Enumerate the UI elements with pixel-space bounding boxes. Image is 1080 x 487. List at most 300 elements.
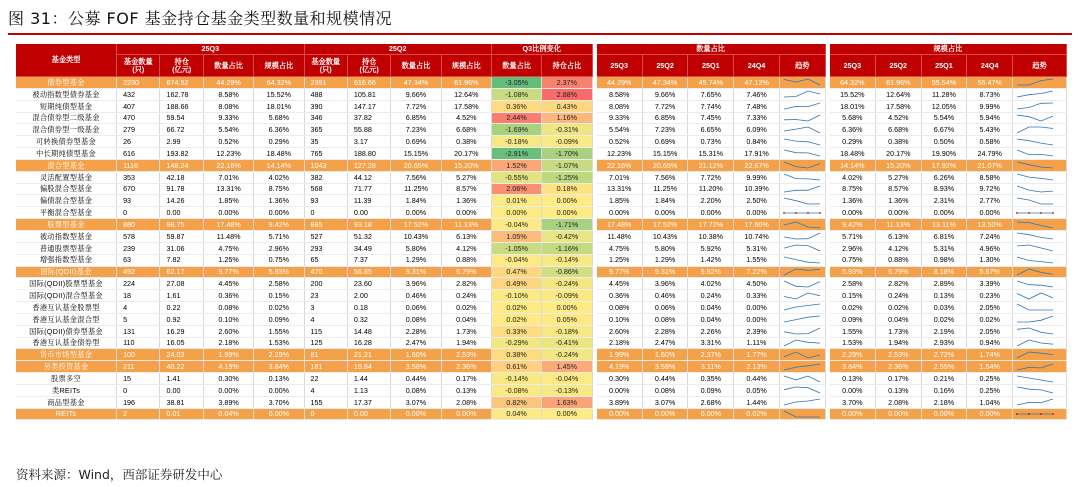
count-ratio-trend (779, 136, 825, 148)
q3-value: 8.08% (203, 100, 253, 112)
scale-ratio-trend-line (1017, 174, 1053, 180)
scale-ratio-value: 5.67% (967, 266, 1013, 278)
q3-value: 1.53% (254, 337, 304, 349)
q2-value: 4.52% (441, 112, 491, 124)
fund-type-name: 商品型基金 (16, 396, 117, 408)
q3-value: 1.99% (203, 349, 253, 361)
q3-value: 0.01 (160, 408, 203, 420)
scale-ratio-trend-line (1017, 269, 1053, 275)
scale-ratio-trend (1013, 325, 1067, 337)
scale-ratio-trend-point (1040, 212, 1042, 214)
q3-value: 0.00% (203, 207, 253, 219)
count-ratio-change: -0.10% (491, 290, 541, 302)
q2-value: 0.24% (441, 290, 491, 302)
q2-value: 2.47% (391, 337, 441, 349)
header-q2-count: 基金数量 (只) (304, 55, 347, 77)
count-ratio-trend-line (784, 293, 820, 299)
holding-ratio-change: 2.37% (542, 77, 592, 89)
count-ratio-change: 0.04% (491, 408, 541, 420)
header-q2-scale-pct: 规模占比 (441, 55, 491, 77)
scale-ratio-trend-line (1017, 103, 1053, 109)
count-ratio-value: 1.44% (734, 396, 780, 408)
q2-value: 488 (304, 88, 347, 100)
count-ratio-value: 7.65% (688, 88, 734, 100)
scale-ratio-value: 6.36% (830, 124, 876, 136)
scale-ratio-value: 4.52% (875, 112, 921, 124)
q3-value: 15.52% (254, 88, 304, 100)
count-ratio-trend-line (784, 399, 820, 405)
q3-value: 239 (117, 242, 160, 254)
q2-value: 61.96% (441, 77, 491, 89)
holding-ratio-change: -1.71% (542, 219, 592, 231)
count-ratio-value: 0.05% (734, 384, 780, 396)
q3-value: 5.71% (254, 230, 304, 242)
header-count-ratio: 数量占比 (597, 44, 826, 55)
scale-ratio-value: 5.94% (967, 112, 1013, 124)
scale-ratio-trend-sparkline (1015, 267, 1055, 277)
holding-ratio-change: -0.14% (542, 254, 592, 266)
q2-value: 55.88 (347, 124, 390, 136)
scale-ratio-trend-line (1017, 281, 1053, 287)
q3-value: 4.45% (203, 278, 253, 290)
count-ratio-trend-sparkline (782, 385, 822, 395)
scale-ratio-value: 15.52% (830, 88, 876, 100)
scale-ratio-trend-point (1040, 413, 1042, 415)
scale-ratio-value: 8.73% (967, 88, 1013, 100)
count-ratio-trend-point (819, 212, 821, 214)
scale-ratio-trend-sparkline (1015, 148, 1055, 158)
table-row (16, 396, 1067, 408)
header-q3-holding: 持仓 (亿元) (160, 55, 203, 77)
scale-ratio-value: 17.58% (875, 100, 921, 112)
scale-ratio-value: 2.55% (921, 361, 967, 373)
scale-ratio-trend-point (1028, 212, 1030, 214)
q3-value: 3.84% (254, 361, 304, 373)
table-row (16, 230, 1067, 242)
scale-ratio-trend (1013, 254, 1067, 266)
count-ratio-value: 11.25% (642, 183, 688, 195)
table-row (16, 266, 1067, 278)
scale-ratio-trend-sparkline (1015, 172, 1055, 182)
count-ratio-trend-sparkline (782, 184, 822, 194)
count-ratio-value: 5.31% (734, 242, 780, 254)
count-ratio-value: 0.00% (597, 408, 643, 420)
table-row (16, 88, 1067, 100)
q3-value: 0.00% (254, 384, 304, 396)
scale-ratio-trend-line (1017, 150, 1053, 156)
count-ratio-value: 9.99% (734, 171, 780, 183)
scale-ratio-value: 0.58% (967, 136, 1013, 148)
scale-ratio-value: 6.13% (875, 230, 921, 242)
scale-ratio-trend-sparkline (1015, 291, 1055, 301)
scale-ratio-value: 2.19% (921, 325, 967, 337)
q3-value: 492 (117, 266, 160, 278)
count-ratio-trend-line (784, 115, 820, 121)
count-ratio-value: 0.44% (642, 373, 688, 385)
scale-ratio-value: 8.75% (830, 183, 876, 195)
count-ratio-change: -1.05% (491, 242, 541, 254)
scale-ratio-value: 0.02% (830, 302, 876, 314)
q2-value: 6.85% (391, 112, 441, 124)
scale-ratio-value: 2.89% (921, 278, 967, 290)
q3-value: 18.48% (254, 148, 304, 160)
scale-ratio-value: 11.13% (875, 219, 921, 231)
q2-value: 4.12% (441, 242, 491, 254)
q3-value: 674.52 (160, 77, 203, 89)
scale-ratio-value: 15.20% (875, 159, 921, 171)
q3-value: 0.36% (203, 290, 253, 302)
holding-ratio-change: -0.24% (542, 349, 592, 361)
q2-value: 12.64% (441, 88, 491, 100)
scale-ratio-value: 18.01% (830, 100, 876, 112)
q2-value: 2.28% (391, 325, 441, 337)
q3-value: 2.58% (254, 278, 304, 290)
count-ratio-change: 0.01% (491, 195, 541, 207)
count-ratio-trend (779, 290, 825, 302)
count-ratio-value: 1.42% (688, 254, 734, 266)
count-ratio-value: 2.26% (688, 325, 734, 337)
count-ratio-change: 0.36% (491, 100, 541, 112)
scale-ratio-value: 1.74% (967, 349, 1013, 361)
scale-ratio-value: 13.11% (921, 219, 967, 231)
count-ratio-trend-sparkline (782, 279, 822, 289)
holding-ratio-change: 1.45% (542, 361, 592, 373)
q3-value: 1116 (117, 159, 160, 171)
scale-ratio-value: 2.72% (921, 349, 967, 361)
count-ratio-value: 7.46% (734, 88, 780, 100)
count-ratio-change: -3.05% (491, 77, 541, 89)
q3-value: 6.36% (254, 124, 304, 136)
q3-value: 16.29 (160, 325, 203, 337)
count-ratio-value: 21.12% (688, 159, 734, 171)
scale-ratio-value: 61.96% (875, 77, 921, 89)
count-ratio-value: 1.99% (597, 349, 643, 361)
q2-value: 390 (304, 100, 347, 112)
header-sr-25q3: 25Q3 (830, 55, 876, 77)
count-ratio-trend-sparkline (782, 255, 822, 265)
count-ratio-trend-sparkline (782, 172, 822, 182)
fund-type-name: 香港互认基金混合型 (16, 313, 117, 325)
scale-ratio-value: 1.53% (830, 337, 876, 349)
scale-ratio-value: 18.48% (830, 148, 876, 160)
q3-value: 4.02% (254, 171, 304, 183)
scale-ratio-value: 2.58% (830, 278, 876, 290)
header-cr-24q4: 24Q4 (734, 55, 780, 77)
q2-value: 0.06% (391, 302, 441, 314)
count-ratio-value: 1.25% (597, 254, 643, 266)
q2-value: 15.20% (441, 159, 491, 171)
scale-ratio-trend (1013, 230, 1067, 242)
q2-value: 20.17% (441, 148, 491, 160)
q2-value: 0.88% (441, 254, 491, 266)
count-ratio-value: 2.18% (597, 337, 643, 349)
count-ratio-trend-line (784, 91, 820, 97)
table-row (16, 207, 1067, 219)
q3-value: 27.08 (160, 278, 203, 290)
fund-type-name: 增强指数型基金 (16, 254, 117, 266)
q3-value: 8.75% (254, 183, 304, 195)
q2-value: 8.57% (441, 183, 491, 195)
fund-type-name: 香港互认基金债券型 (16, 337, 117, 349)
q3-value: 62.17 (160, 266, 203, 278)
q2-value: 568 (304, 183, 347, 195)
q2-value: 1.36% (441, 195, 491, 207)
scale-ratio-value: 12.64% (875, 88, 921, 100)
q2-value: 9.66% (391, 88, 441, 100)
count-ratio-value: 2.39% (734, 325, 780, 337)
count-ratio-change: -0.14% (491, 373, 541, 385)
count-ratio-value: 0.35% (688, 373, 734, 385)
header-q3-scale-pct: 规模占比 (254, 55, 304, 77)
count-ratio-value: 17.72% (688, 219, 734, 231)
scale-ratio-trend-line (1017, 328, 1053, 334)
count-ratio-value: 0.09% (688, 384, 734, 396)
holding-ratio-change: -0.09% (542, 290, 592, 302)
scale-ratio-trend-point (1052, 212, 1054, 214)
count-ratio-value: 0.00% (734, 313, 780, 325)
scale-ratio-value: 2.96% (830, 242, 876, 254)
fund-type-name: 债券型基金 (16, 77, 117, 89)
q3-value: 353 (117, 171, 160, 183)
count-ratio-trend-sparkline (782, 113, 822, 123)
count-ratio-trend (779, 219, 825, 231)
holding-ratio-change: 0.00% (542, 207, 592, 219)
scale-ratio-trend-line (1017, 233, 1053, 239)
q3-value: 0.00 (160, 384, 203, 396)
q2-value: 365 (304, 124, 347, 136)
q2-value: 346 (304, 112, 347, 124)
q2-value: 10.43% (391, 230, 441, 242)
count-ratio-value: 0.84% (734, 136, 780, 148)
count-ratio-change: 2.06% (491, 183, 541, 195)
count-ratio-trend-line (784, 316, 820, 322)
q2-value: 5.27% (441, 171, 491, 183)
count-ratio-trend-sparkline (782, 125, 822, 135)
q3-value: 0.09% (254, 313, 304, 325)
q3-value: 14.26 (160, 195, 203, 207)
count-ratio-change: -0.55% (491, 171, 541, 183)
scale-ratio-trend (1013, 302, 1067, 314)
q3-value: 9.42% (254, 219, 304, 231)
scale-ratio-value: 2.05% (967, 302, 1013, 314)
scale-ratio-trend (1013, 207, 1067, 219)
scale-ratio-trend (1013, 242, 1067, 254)
count-ratio-trend-point (795, 212, 797, 214)
scale-ratio-value: 0.75% (830, 254, 876, 266)
count-ratio-value: 6.09% (734, 124, 780, 136)
count-ratio-value: 1.60% (642, 349, 688, 361)
q3-value: 7.82 (160, 254, 203, 266)
count-ratio-value: 2.20% (688, 195, 734, 207)
holding-ratio-change: -0.13% (542, 384, 592, 396)
holding-ratio-change: 1.16% (542, 112, 592, 124)
scale-ratio-value: 17.92% (921, 159, 967, 171)
scale-ratio-value: 64.32% (830, 77, 876, 89)
count-ratio-value: 0.00% (642, 408, 688, 420)
q2-value: 115 (304, 325, 347, 337)
scale-ratio-value: 0.00% (875, 408, 921, 420)
count-ratio-trend-sparkline (782, 243, 822, 253)
q3-value: 2230 (117, 77, 160, 89)
scale-ratio-trend-sparkline (1015, 101, 1055, 111)
q2-value: 0.00% (391, 207, 441, 219)
count-ratio-value: 7.72% (688, 171, 734, 183)
q3-value: 38.81 (160, 396, 203, 408)
count-ratio-trend (779, 148, 825, 160)
scale-ratio-value: 0.13% (830, 373, 876, 385)
scale-ratio-trend-point (1052, 413, 1054, 415)
q2-value: 2.82% (441, 278, 491, 290)
scale-ratio-trend-sparkline (1015, 279, 1055, 289)
count-ratio-value: 7.33% (734, 112, 780, 124)
fund-type-name: 偏股混合型基金 (16, 183, 117, 195)
q2-value: 20.65% (391, 159, 441, 171)
count-ratio-value: 2.60% (597, 325, 643, 337)
table-row (16, 148, 1067, 160)
q3-value: 1.61 (160, 290, 203, 302)
count-ratio-value: 45.74% (688, 77, 734, 89)
count-ratio-value: 11.48% (597, 230, 643, 242)
count-ratio-value: 0.00% (688, 207, 734, 219)
count-ratio-value: 5.92% (688, 242, 734, 254)
count-ratio-value: 0.08% (597, 302, 643, 314)
q2-value: 0.44% (391, 373, 441, 385)
scale-ratio-value: 55.54% (921, 77, 967, 89)
count-ratio-value: 0.00% (734, 302, 780, 314)
fund-type-name: 国际(QDII)股票型基金 (16, 278, 117, 290)
scale-ratio-trend-line (1017, 376, 1053, 382)
scale-ratio-trend-line (1017, 79, 1053, 85)
q3-value: 9.33% (203, 112, 253, 124)
count-ratio-value: 4.75% (597, 242, 643, 254)
q3-value: 3.89% (203, 396, 253, 408)
scale-ratio-value: 2.77% (967, 195, 1013, 207)
header-cr-25q1: 25Q1 (688, 55, 734, 77)
scale-ratio-value: 6.26% (921, 171, 967, 183)
q3-value: 91.78 (160, 183, 203, 195)
scale-ratio-value: 1.36% (875, 195, 921, 207)
count-ratio-value: 0.06% (642, 302, 688, 314)
q3-value: 59.87 (160, 230, 203, 242)
scale-ratio-value: 5.54% (921, 112, 967, 124)
scale-ratio-value: 0.00% (967, 207, 1013, 219)
count-ratio-value: 1.84% (642, 195, 688, 207)
q3-value: 616 (117, 148, 160, 160)
q2-value: 2.53% (441, 349, 491, 361)
count-ratio-value: 0.00% (597, 207, 643, 219)
table-row (16, 171, 1067, 183)
scale-ratio-trend (1013, 373, 1067, 385)
count-ratio-value: 3.96% (642, 278, 688, 290)
count-ratio-trend (779, 88, 825, 100)
scale-ratio-trend-line (1017, 245, 1053, 251)
count-ratio-trend-line (784, 376, 820, 382)
q3-value: 98.75 (160, 219, 203, 231)
count-ratio-change: 0.47% (491, 266, 541, 278)
scale-ratio-trend-sparkline (1015, 362, 1055, 372)
q2-value: 155 (304, 396, 347, 408)
count-ratio-trend-point (807, 212, 809, 214)
count-ratio-trend (779, 278, 825, 290)
count-ratio-value: 1.85% (597, 195, 643, 207)
count-ratio-trend (779, 159, 825, 171)
fund-type-name: 灵活配置型基金 (16, 171, 117, 183)
scale-ratio-trend-line (1017, 139, 1053, 145)
scale-ratio-value: 8.93% (921, 183, 967, 195)
q2-value: 81 (304, 349, 347, 361)
count-ratio-trend-sparkline (782, 77, 822, 87)
count-ratio-value: 12.23% (597, 148, 643, 160)
q2-value: 127.28 (347, 159, 390, 171)
count-ratio-value: 0.10% (597, 313, 643, 325)
scale-ratio-trend-sparkline (1015, 137, 1055, 147)
holding-ratio-change: -0.41% (542, 337, 592, 349)
count-ratio-value: 2.28% (642, 325, 688, 337)
q3-value: 64.32% (254, 77, 304, 89)
q3-value: 100 (117, 349, 160, 361)
q2-value: 2391 (304, 77, 347, 89)
holding-ratio-change: -0.24% (542, 278, 592, 290)
q3-value: 162.78 (160, 88, 203, 100)
holding-ratio-change: 0.18% (542, 183, 592, 195)
scale-ratio-trend (1013, 195, 1067, 207)
q2-value: 0.18 (347, 302, 390, 314)
q3-value: 578 (117, 230, 160, 242)
fund-type-name: 被动指数型基金 (16, 230, 117, 242)
scale-ratio-trend-line (1017, 198, 1053, 204)
count-ratio-value: 1.11% (734, 337, 780, 349)
fund-type-name: 偏债混合型基金 (16, 195, 117, 207)
count-ratio-value: 2.13% (734, 361, 780, 373)
count-ratio-value: 15.15% (642, 148, 688, 160)
count-ratio-trend-sparkline (782, 338, 822, 348)
count-ratio-value: 7.74% (688, 100, 734, 112)
q2-value: 1.60% (391, 349, 441, 361)
scale-ratio-trend-line (1017, 399, 1053, 405)
q3-value: 0.00% (203, 384, 253, 396)
scale-ratio-value: 6.81% (921, 230, 967, 242)
scale-ratio-trend-point (1016, 413, 1018, 415)
count-ratio-trend-sparkline (782, 89, 822, 99)
table-row (16, 408, 1067, 420)
q3-value: 0.00% (254, 408, 304, 420)
q2-value: 188.80 (347, 148, 390, 160)
q3-value: 193.82 (160, 148, 203, 160)
header-q3-count-pct: 数量占比 (203, 55, 253, 77)
count-ratio-value: 0.00% (642, 207, 688, 219)
scale-ratio-value: 5.43% (967, 124, 1013, 136)
q3-value: 279 (117, 124, 160, 136)
q2-value: 37.82 (347, 112, 390, 124)
count-ratio-trend-sparkline (782, 137, 822, 147)
table-row (16, 384, 1067, 396)
fund-type-name: 短期纯债型基金 (16, 100, 117, 112)
q2-value: 7.37 (347, 254, 390, 266)
count-ratio-value: 8.08% (597, 100, 643, 112)
scale-ratio-trend-sparkline (1015, 231, 1055, 241)
scale-ratio-value: 2.36% (875, 361, 921, 373)
count-ratio-trend-line (784, 387, 820, 393)
count-ratio-trend-line (784, 162, 820, 168)
holding-ratio-change: -1.16% (542, 242, 592, 254)
scale-ratio-trend (1013, 88, 1067, 100)
count-ratio-trend-sparkline (782, 101, 822, 111)
count-ratio-value: 4.50% (734, 278, 780, 290)
fund-type-name: 另类投资基金 (16, 361, 117, 373)
fund-type-name: 国际(QDII)债券型基金 (16, 325, 117, 337)
scale-ratio-trend-sparkline (1015, 397, 1055, 407)
q3-value: 18 (117, 290, 160, 302)
